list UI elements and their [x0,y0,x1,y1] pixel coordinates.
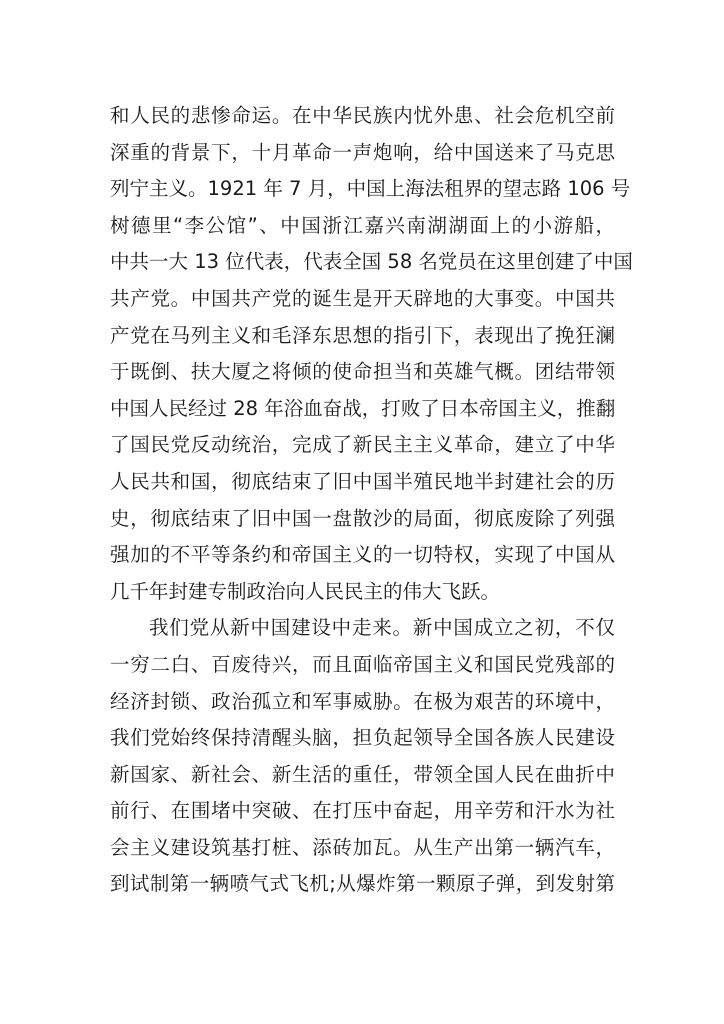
paragraph-2 [110,610,615,903]
text-line: 一穷二白、百废待兴，而且面临帝国主义和国民党残部的 [110,652,615,676]
text-line: 列宁主义。1921 年 7 月，中国上海法租界的望志路 106 号 [110,177,631,201]
text-line: 中国人民经过 28 年浴血奋战，打败了日本帝国主义，推翻 [110,396,616,420]
text-line: 了国民党反动统治，完成了新民主主义革命，建立了中华 [110,433,615,457]
text-line: 前行、在围堵中突破、在打压中奋起，用辛劳和汗水为社 [110,799,615,823]
body-text [110,98,633,903]
text-line: 树德里“李公馆”、中国浙江嘉兴南湖湖面上的小游船， [110,213,615,237]
text-line: 产党在马列主义和毛泽东思想的指引下，表现出了挽狂澜 [110,323,615,347]
text-line: 到试制第一辆喷气式飞机;从爆炸第一颗原子弹，到发射第 [110,872,615,896]
text-line: 中共一大 13 位代表，代表全国 58 名党员在这里创建了中国 [110,250,633,274]
text-line: 会主义建设筑基打桩、添砖加瓦。从生产出第一辆汽车， [110,835,615,859]
paragraph-1 [110,98,633,610]
text-line: 新国家、新社会、新生活的重任，带领全国人民在曲折中 [110,762,615,786]
text-line: 几千年封建专制政治向人民民主的伟大飞跃。 [110,579,501,603]
text-line: 深重的背景下，十月革命一声炮响，给中国送来了马克思 [110,140,615,164]
text-line: 我们党始终保持清醒头脑，担负起领导全国各族人民建设 [110,726,615,750]
text-line: 于既倒、扶大厦之将倾的使命担当和英雄气概。团结带领 [110,360,615,384]
text-line: 史，彻底结束了旧中国一盘散沙的局面，彻底废除了列强 [110,506,615,530]
text-line: 人民共和国，彻底结束了旧中国半殖民地半封建社会的历 [110,469,615,493]
text-line: 强加的不平等条约和帝国主义的一切特权，实现了中国从 [110,543,615,567]
text-line: 共产党。中国共产党的诞生是开天辟地的大事变。中国共 [110,286,615,310]
text-line: 我们党从新中国建设中走来。新中国成立之初，不仅 [149,616,615,640]
text-line: 经济封锁、政治孤立和军事威胁。在极为艰苦的环境中， [110,689,615,713]
text-line: 和人民的悲惨命运。在中华民族内忧外患、社会危机空前 [110,104,615,127]
